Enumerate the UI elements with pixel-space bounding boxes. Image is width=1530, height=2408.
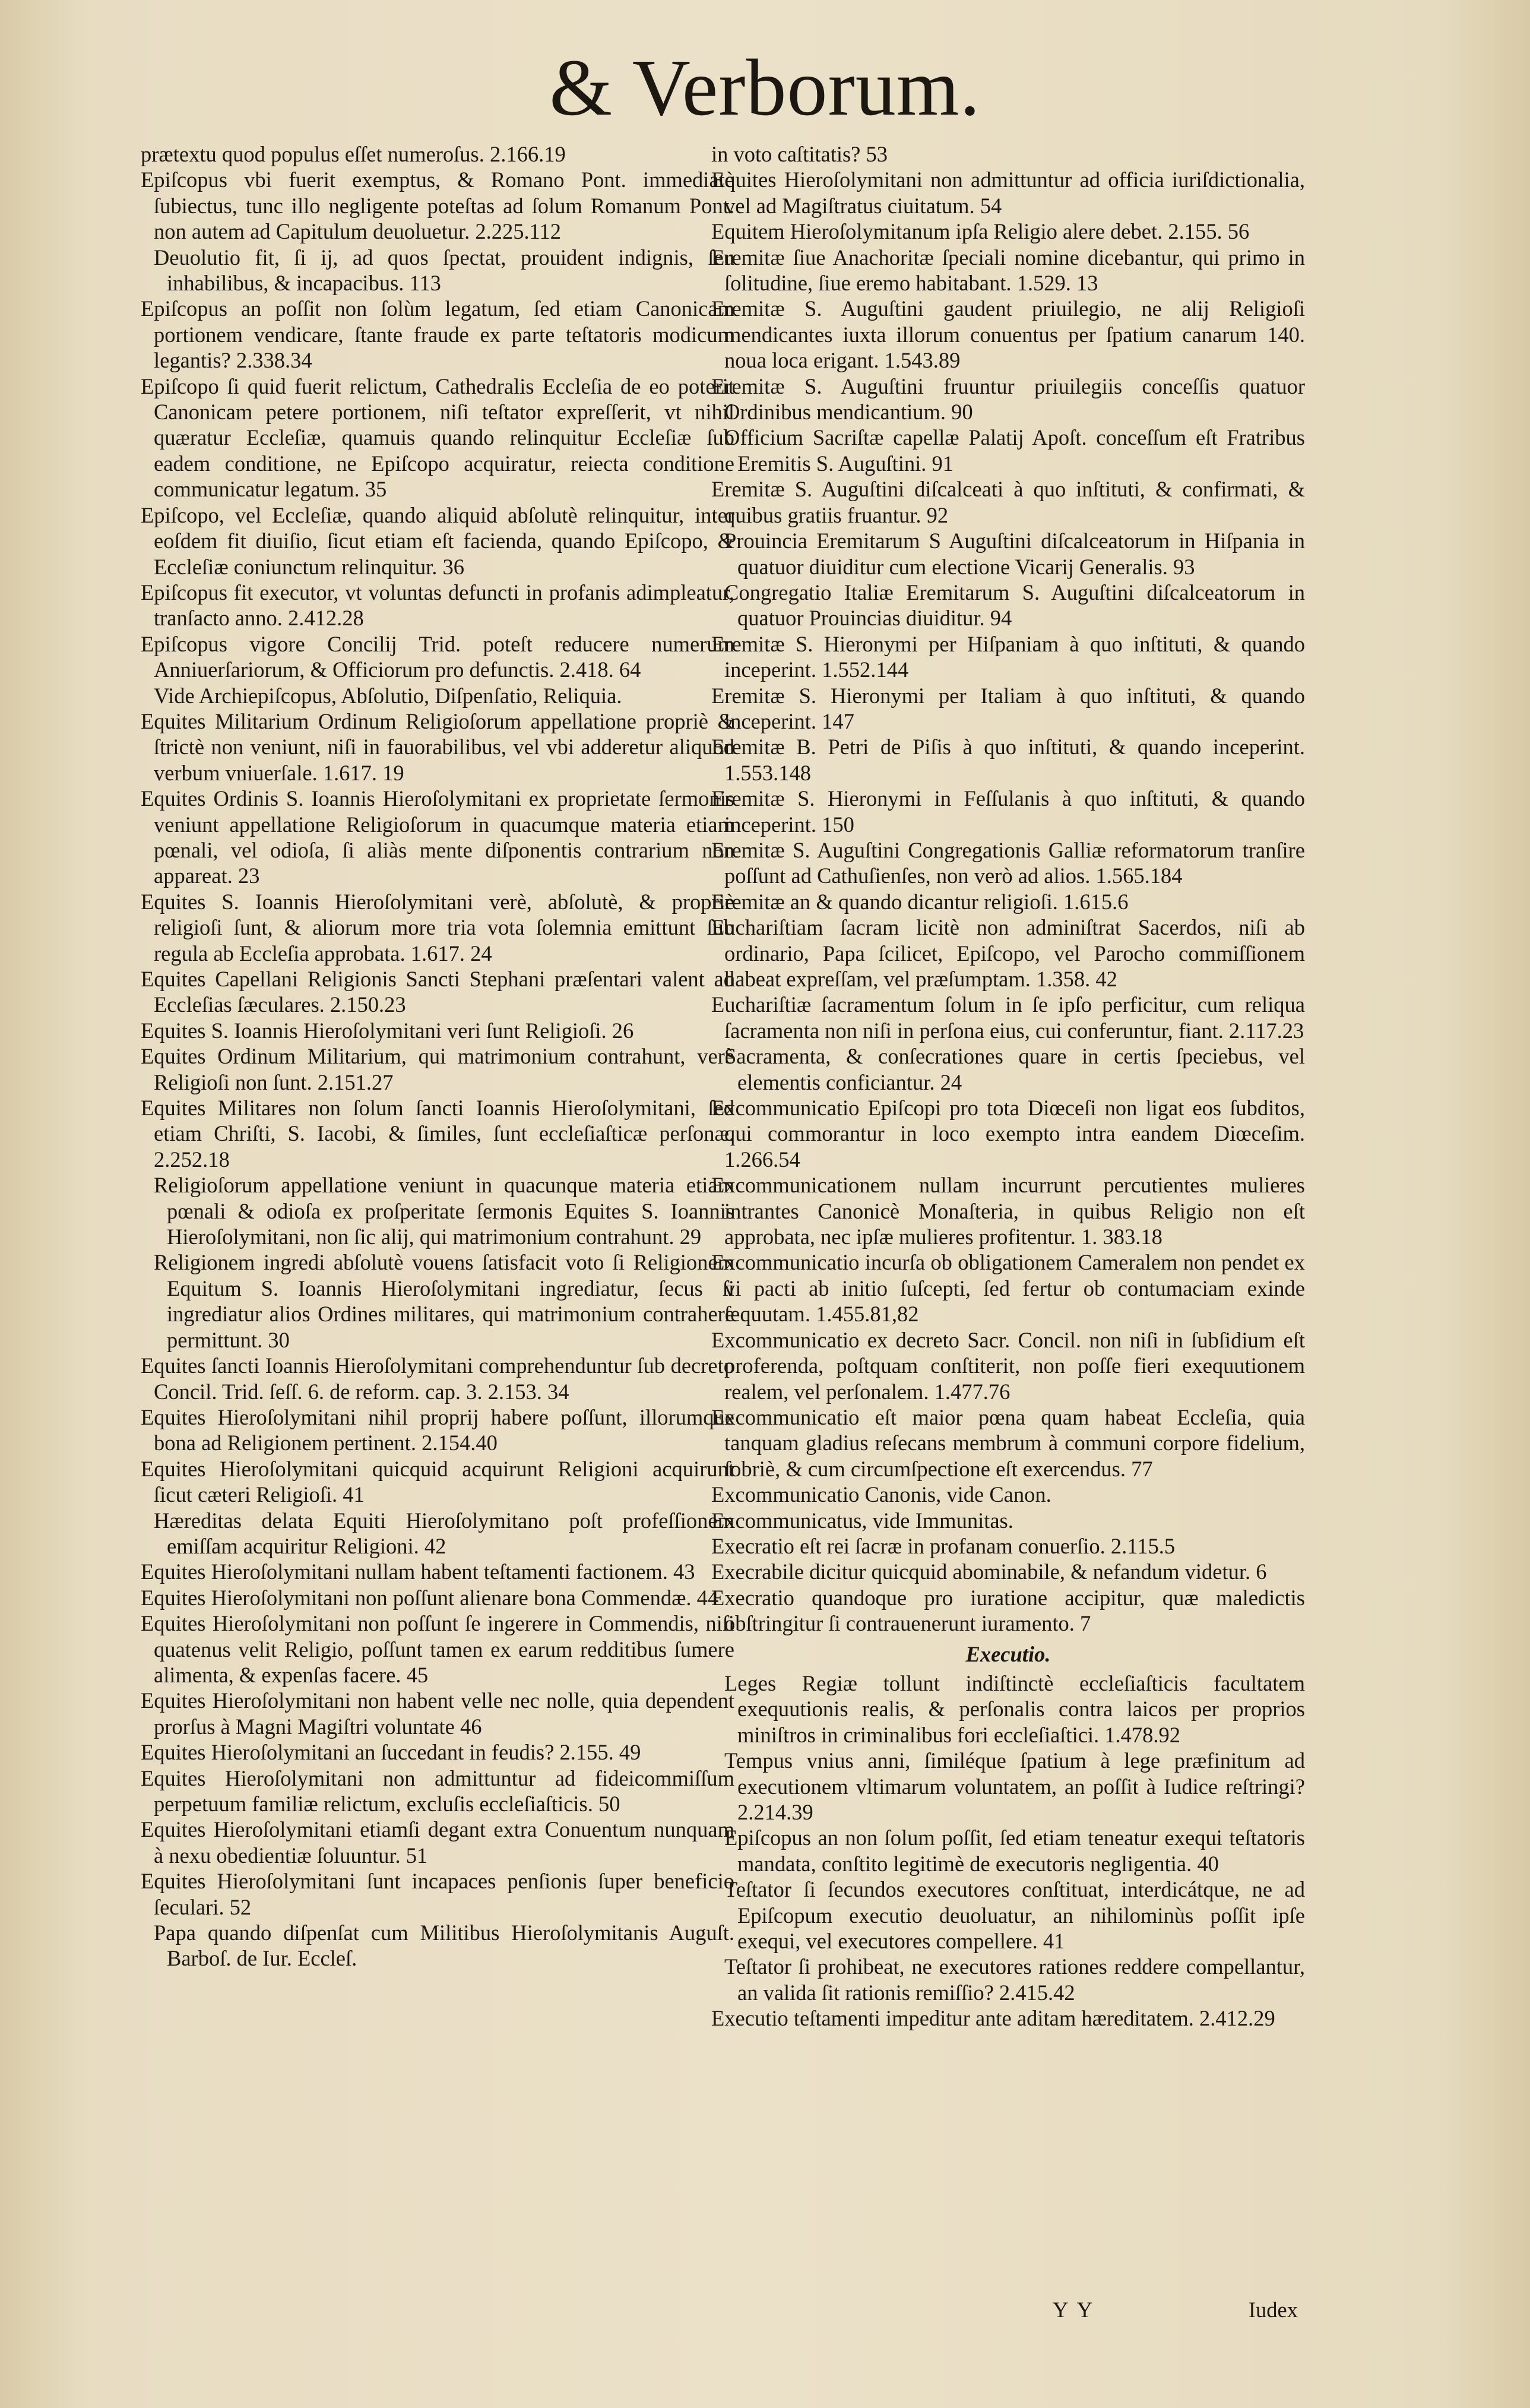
index-entry: Sacramenta, & conſecrationes quare in certis ſpeciebus, vel elementis conficiantur. 24 [724, 1044, 1305, 1094]
index-entry: Equites Ordinum Militarium, qui matrimonium contrahunt, verè Religioſi non ſunt. 2.151.27 [141, 1044, 734, 1094]
left-column [141, 141, 734, 2303]
signature-mark: Y Y [1053, 2298, 1095, 2322]
section-heading: Executio. [965, 1641, 1051, 1666]
index-entry: Excommunicatio Epiſcopi pro tota Diœceſi non ligat eos ſubditos, qui commorantur in loco exempto intra eandem Diœceſim. 1.266.54 [711, 1096, 1305, 1172]
index-entry: Teſtator ſi prohibeat, ne executores rationes reddere compellantur, an valida ſit rationis remiſſio? 2.415.42 [724, 1954, 1305, 2005]
index-entry: Equites Hieroſolymitani non poſſunt ſe ingerere in Commendis, niſi quatenus velit Religio, poſſunt tamen ex earum redditibus ſumere alimenta, & expenſas facere. 45 [141, 1611, 734, 1687]
index-entry: Equites Hieroſolymitani non admittuntur ad officia iuriſdictionalia, vel ad Magiſtratus ciuitatum. 54 [711, 167, 1305, 218]
index-entry: Vide Archiepiſcopus, Abſolutio, Diſpenſatio, Reliquia. [154, 683, 622, 708]
index-entry: Epiſcopus an poſſit non ſolùm legatum, ſed etiam Canonicam portionem vendicare, ſtante fraude ex parte teſtatoris modicum legantis? 2.338.34 [141, 296, 734, 373]
index-entry: Equites Capellani Religionis Sancti Stephani præſentari valent ad Eccleſias ſæculares. 2.150.23 [141, 967, 734, 1017]
index-entry: Equites Hieroſolymitani an ſuccedant in feudis? 2.155. 49 [141, 1740, 641, 1765]
index-entry: Equites S. Ioannis Hieroſolymitani verè, abſolutè, & propriè religioſi ſunt, & aliorum more tria vota ſolemnia emittunt ſub regula ab Eccleſia approbata. 1.617. 24 [141, 889, 734, 966]
index-entry: Equites S. Ioannis Hieroſolymitani veri ſunt Religioſi. 26 [141, 1018, 634, 1043]
index-entry: in voto caſtitatis? 53 [711, 142, 888, 166]
index-entry: Equites Hieroſolymitani etiamſi degant extra Conuentum nunquam à nexu obedientiæ ſoluuntur. 51 [141, 1817, 734, 1868]
catchword: Iudex [1248, 2298, 1298, 2322]
index-entry: Hæreditas delata Equiti Hieroſolymitano poſt profeſſionem emiſſam acquiritur Religioni. 42 [154, 1508, 734, 1558]
page-title: & Verborum. [549, 43, 981, 132]
index-entry: Euchariſtiæ ſacramentum ſolum in ſe ipſo perficitur, cum reliqua ſacramenta non niſi in perſona eius, cui conferuntur, fiant. 2.117.23 [711, 992, 1305, 1043]
index-entry: Eremitæ an & quando dicantur religioſi. 1.615.6 [711, 889, 1129, 914]
index-entry: Equites Hieroſolymitani non habent velle nec nolle, quia dependent prorſus à Magni Magiſtri voluntate 46 [141, 1688, 734, 1739]
index-entry: Excommunicationem nullam incurrunt percutientes mulieres intrantes Canonicè Monaſteria, in quibus Religio non eſt approbata, nec ipſæ mulieres profitentur. 1. 383.18 [711, 1173, 1305, 1249]
index-entry: Euchariſtiam ſacram licitè non adminiſtrat Sacerdos, niſi ab ordinario, Papa ſcilicet, Epiſcopo, vel Parocho commiſſionem habeat expreſſam, vel præſumptam. 1.358. 42 [711, 915, 1305, 991]
index-entry: Equites Militarium Ordinum Religioſorum appellatione propriè & ſtrictè non veniunt, niſi in fauorabilibus, vel vbi adderetur aliquod verbum vniuerſale. 1.617. 19 [141, 708, 734, 785]
right-column [711, 141, 1305, 2303]
index-entry: Equites Hieroſolymitani ſunt incapaces penſionis ſuper beneficio ſeculari. 52 [141, 1869, 734, 1919]
index-entry: Tempus vnius anni, ſimiléque ſpatium à lege præfinitum ad executionem vltimarum voluntatem, an poſſit à Iudice reſtringi? 2.214.39 [724, 1748, 1305, 1824]
index-entry: Execrabile dicitur quicquid abominabile, & nefandum videtur. 6 [711, 1559, 1267, 1584]
index-entry: Eremitæ B. Petri de Piſis à quo inſtituti, & quando inceperint. 1.553.148 [711, 735, 1305, 785]
index-entry: Equites Hieroſolymitani nihil proprij habere poſſunt, illorumque bona ad Religionem pertinent. 2.154.40 [141, 1404, 734, 1455]
index-entry: Epiſcopus vigore Concilij Trid. poteſt reducere numerum Anniuerſariorum, & Officiorum pro defunctis. 2.418. 64 [141, 631, 734, 682]
index-entry: Eremitæ S. Auguſtini Congregationis Galliæ reformatorum tranſire poſſunt ad Cathuſienſes, non verò ad alios. 1.565.184 [711, 837, 1305, 888]
index-entry: Eremitæ S. Hieronymi per Hiſpaniam à quo inſtituti, & quando inceperint. 1.552.144 [711, 631, 1305, 682]
index-entry: Execratio eſt rei ſacræ in profanam conuerſio. 2.115.5 [711, 1533, 1176, 1558]
index-entry: Excommunicatio incurſa ob obligationem Cameralem non pendet ex vi pacti ab initio ſuſcepti, ſed fertur ob contumaciam exinde ſequutam. 1.455.81,82 [711, 1250, 1305, 1327]
index-entry: Eremitæ S. Hieronymi in Feſſulanis à quo inſtituti, & quando inceperint. 150 [711, 786, 1305, 837]
index-entry: Epiſcopus vbi fuerit exemptus, & Romano Pont. immediatè ſubiectus, tunc illo negligente poteſtas ad ſolum Romanum Pont. non autem ad Capitulum deuoluetur. 2.225.112 [141, 167, 734, 244]
index-entry: Epiſcopo ſi quid fuerit relictum, Cathedralis Eccleſia de eo poterit Canonicam petere portionem, niſi teſtator expreſſerit, vt nihil quæratur Eccleſiæ, quamuis quando relinquitur Eccleſiæ ſub eadem conditione, ne Epiſcopo acquiratur, reiecta conditione communicatur legatum. 35 [141, 374, 734, 502]
index-entry: Excommunicatio eſt maior pœna quam habeat Eccleſia, quia tanquam gladius reſecans membrum à communi corpore fidelium, ſobriè, & cum circumſpectione eſt exercendus. 77 [711, 1404, 1305, 1481]
index-entry: Congregatio Italiæ Eremitarum S. Auguſtini diſcalceatorum in quatuor Prouincias diuiditur. 94 [724, 580, 1305, 631]
index-entry: Leges Regiæ tollunt indiſtinctè eccleſiaſticis facultatem exequutionis realis, & perſonalis contra laicos per proprios miniſtros in criminalibus fori eccleſiaſtici. 1.478.92 [724, 1670, 1305, 1747]
index-entry: Excommunicatio Canonis, vide Canon. [711, 1482, 1051, 1507]
index-entry: Equites Ordinis S. Ioannis Hieroſolymitani ex proprietate ſermonis veniunt appellatione Religioſorum in quacumque materia etiam pœnali, vel odioſa, ſi aliàs mente diſponentis contrarium non appareat. 23 [141, 786, 734, 888]
index-entry: Equites Militares non ſolum ſancti Ioannis Hieroſolymitani, ſed etiam Chriſti, S. Iacobi, & ſimiles, ſunt eccleſiaſticæ perſonæ. 2.252.18 [141, 1096, 734, 1172]
index-entry: Eremitæ S. Auguſtini fruuntur priuilegiis conceſſis quatuor Ordinibus mendicantium. 90 [711, 374, 1305, 425]
index-entry: Equites ſancti Ioannis Hieroſolymitani comprehenduntur ſub decreto Concil. Trid. ſeſſ. 6. de reform. cap. 3. 2.153. 34 [141, 1353, 734, 1404]
index-entry: Eremitæ ſiue Anachoritæ ſpeciali nomine dicebantur, qui primo in ſolitudine, ſiue eremo habitabant. 1.529. 13 [711, 245, 1305, 296]
index-entry: Teſtator ſi ſecundos executores conſtituat, interdicátque, ne ad Epiſcopum executio deuoluatur, an nihilominùs poſſit ipſe exequi, vel executores compellere. 41 [724, 1877, 1305, 1954]
index-entry: Equites Hieroſolymitani non admittuntur ad fideicommiſſum perpetuum familiæ relictum, excluſis eccleſiaſticis. 50 [141, 1765, 734, 1816]
index-entry: Excommunicatus, vide Immunitas. [711, 1508, 1013, 1533]
index-entry: Prouincia Eremitarum S Auguſtini diſcalceatorum in Hiſpania in quatuor diuiditur cum electione Vicarij Generalis. 93 [724, 529, 1305, 579]
index-entry: Eremitæ S. Auguſtini diſcalceati à quo inſtituti, & confirmati, & quibus gratiis fruantur. 92 [711, 477, 1305, 527]
index-entry: Officium Sacriſtæ capellæ Palatij Apoſt. conceſſum eſt Fratribus Eremitis S. Auguſtini. 91 [724, 425, 1305, 476]
index-entry: Excommunicatio ex decreto Sacr. Concil. non niſi in ſubſidium eſt proferenda, poſtquam conſtiterit, non poſſe fieri exequutionem realem, vel perſonalem. 1.477.76 [711, 1327, 1305, 1404]
index-entry: Equites Hieroſolymitani nullam habent teſtamenti factionem. 43 [141, 1559, 695, 1584]
index-entry: Epiſcopus fit executor, vt voluntas defuncti in profanis adimpleatur, tranſacto anno. 2.412.28 [141, 580, 734, 631]
page-footer [711, 2297, 1305, 2327]
index-entry: Execratio quandoque pro iuratione accipitur, quæ maledictis obſtringitur ſi contrauenerunt iuramento. 7 [711, 1585, 1305, 1636]
index-entry: Equites Hieroſolymitani non poſſunt alienare bona Commendæ. 44 [141, 1585, 719, 1610]
index-entry: Deuolutio fit, ſi ij, ad quos ſpectat, prouident indignis, ſeu inhabilibus, & incapacibus. 113 [154, 245, 734, 296]
index-entry: Eremitæ S. Hieronymi per Italiam à quo inſtituti, & quando inceperint. 147 [711, 683, 1305, 733]
index-entry: Eremitæ S. Auguſtini gaudent priuilegio, ne alij Religioſi mendicantes iuxta illorum conuentus per ſpatium canarum 140. noua loca erigant. 1.543.89 [711, 296, 1305, 373]
index-entry: Epiſcopus an non ſolum poſſit, ſed etiam teneatur exequi teſtatoris mandata, conſtito legitimè de executoris negligentia. 40 [724, 1825, 1305, 1876]
index-entry: prætextu quod populus eſſet numeroſus. 2.166.19 [141, 142, 566, 166]
index-entry: Religioſorum appellatione veniunt in quacunque materia etiam pœnali & odioſa ex proſperitate ſermonis Equites S. Ioannis Hieroſolymitani, non ſic alij, qui matrimonium contrahunt. 29 [154, 1173, 734, 1249]
index-entry: Equitem Hieroſolymitanum ipſa Religio alere debet. 2.155. 56 [711, 219, 1250, 244]
index-entry: Equites Hieroſolymitani quicquid acquirunt Religioni acquirunt ſicut cæteri Religioſi. 41 [141, 1456, 734, 1507]
index-entry: Religionem ingredi abſolutè vouens ſatisfacit voto ſi Religionem Equitum S. Ioannis Hieroſolymitani ingrediatur, ſecus ſi ingrediatur alios Ordines militares, qui matrimonium contrahere permittunt. 30 [154, 1250, 734, 1352]
index-entry: Executio teſtamenti impeditur ante aditam hæreditatem. 2.412.29 [711, 2006, 1275, 2031]
index-entry: Epiſcopo, vel Eccleſiæ, quando aliquid abſolutè relinquitur, inter eoſdem fit diuiſio, ſicut etiam eſt facienda, quando Epiſcopo, & Eccleſiæ coniunctum relinquitur. 36 [141, 502, 734, 579]
index-entry: Papa quando diſpenſat cum Militibus Hieroſolymitanis Auguſt. Barboſ. de Iur. Eccleſ. [154, 1920, 734, 1971]
